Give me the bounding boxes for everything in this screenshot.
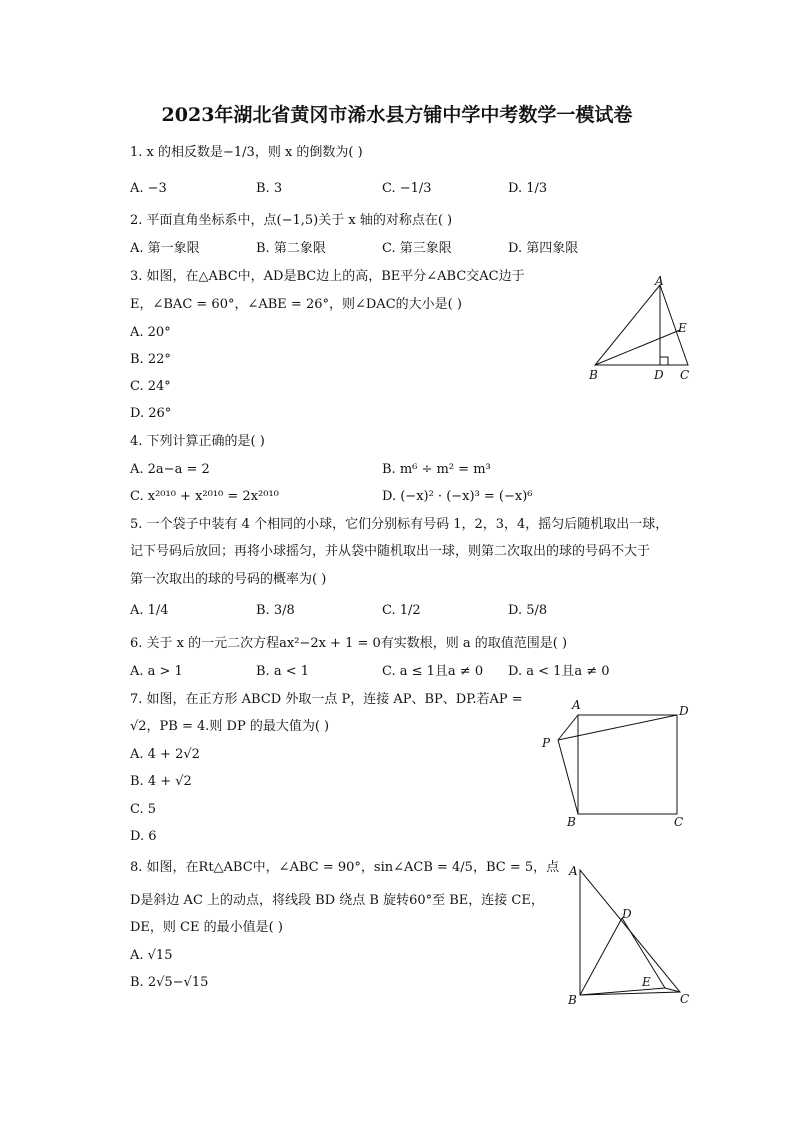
- q4-option-b[interactable]: B. m⁶ ÷ m² = m³: [382, 462, 491, 477]
- label-b: B: [589, 368, 598, 382]
- q7-stem-line1: 7. 如图，在正方形 ABCD 外取一点 P，连接 AP、BP、DP.若AP =: [130, 692, 523, 707]
- q7-option-a[interactable]: A. 4 + 2√2: [130, 747, 200, 762]
- label-e: E: [678, 321, 687, 335]
- q1-stem: 1. x 的相反数是−1/3，则 x 的倒数为( ): [130, 145, 363, 160]
- label-a: A: [655, 274, 664, 288]
- label-c: C: [680, 992, 690, 1006]
- q7-option-c[interactable]: C. 5: [130, 802, 157, 817]
- label-e: E: [642, 975, 651, 989]
- label-d: D: [679, 704, 689, 718]
- q5-option-b[interactable]: B. 3/8: [256, 603, 295, 618]
- q4-option-a[interactable]: A. 2a−a = 2: [130, 462, 210, 477]
- q4-stem: 4. 下列计算正确的是( ): [130, 434, 265, 449]
- q6-option-a[interactable]: A. a > 1: [130, 664, 183, 679]
- page-title: 2023年湖北省黄冈市浠水县方铺中学中考数学一模试卷: [161, 104, 633, 126]
- label-d: D: [622, 907, 632, 921]
- q1-option-c[interactable]: C. −1/3: [382, 181, 432, 196]
- segment-bd: [580, 918, 622, 995]
- q2-option-c[interactable]: C. 第三象限: [382, 241, 452, 256]
- q8-stem-line1: 8. 如图，在Rt△ABC中，∠ABC = 90°，sin∠ACB = 4/5，BC = 5，点: [130, 860, 560, 875]
- label-a: A: [572, 698, 581, 712]
- q3-option-c[interactable]: C. 24°: [130, 379, 171, 394]
- q2-option-b[interactable]: B. 第二象限: [256, 241, 326, 256]
- q4-option-c[interactable]: C. x²⁰¹⁰ + x²⁰¹⁰ = 2x²⁰¹⁰: [130, 489, 279, 504]
- q1-option-d[interactable]: D. 1/3: [508, 181, 548, 196]
- q3-stem-line2: E，∠BAC = 60°，∠ABE = 26°，则∠DAC的大小是( ): [130, 297, 462, 312]
- q8-stem-line3: DE，则 CE 的最小值是( ): [130, 920, 283, 935]
- q3-option-d[interactable]: D. 26°: [130, 406, 172, 421]
- q5-option-a[interactable]: A. 1/4: [130, 603, 169, 618]
- q2-option-a[interactable]: A. 第一象限: [130, 241, 200, 256]
- segment-dp: [558, 715, 677, 740]
- q6-option-c[interactable]: C. a ≤ 1且a ≠ 0: [382, 664, 484, 679]
- q5-stem-line3: 第一次取出的球的号码的概率为( ): [130, 572, 327, 587]
- square-abcd: [578, 715, 677, 814]
- q4-option-d[interactable]: D. (−x)² · (−x)³ = (−x)⁶: [382, 489, 533, 504]
- q3-triangle-figure: [585, 275, 700, 385]
- label-a: A: [569, 864, 578, 878]
- q6-option-d[interactable]: D. a < 1且a ≠ 0: [508, 664, 610, 679]
- q1-option-a[interactable]: A. −3: [130, 181, 167, 196]
- q7-square-figure: [538, 695, 698, 835]
- label-c: C: [674, 815, 684, 829]
- label-b: B: [568, 993, 577, 1007]
- q8-option-b[interactable]: B. 2√5−√15: [130, 975, 209, 990]
- right-angle-mark: [660, 357, 668, 365]
- label-c: C: [680, 368, 690, 382]
- q1-option-b[interactable]: B. 3: [256, 181, 283, 196]
- q8-option-a[interactable]: A. √15: [130, 948, 173, 963]
- q7-option-d[interactable]: D. 6: [130, 829, 157, 844]
- q7-option-b[interactable]: B. 4 + √2: [130, 774, 192, 789]
- triangle-abc: [580, 870, 680, 995]
- label-p: P: [542, 736, 551, 750]
- q3-stem-line1: 3. 如图，在△ABC中，AD是BC边上的高，BE平分∠ABC交AC边于: [130, 269, 525, 284]
- q5-stem-line1: 5. 一个袋子中装有 4 个相同的小球，它们分别标有号码 1，2，3，4，摇匀后随机取出一球，: [130, 517, 669, 532]
- label-d: D: [654, 368, 664, 382]
- segment-bp: [558, 740, 578, 814]
- q3-option-b[interactable]: B. 22°: [130, 352, 171, 367]
- q7-stem-line2: √2，PB = 4.则 DP 的最大值为( ): [130, 719, 330, 734]
- q5-option-d[interactable]: D. 5/8: [508, 603, 548, 618]
- q8-triangle-figure: [565, 860, 705, 1010]
- triangle-abc: [595, 285, 688, 365]
- q8-stem-line2: D是斜边 AC 上的动点，将线段 BD 绕点 B 旋转60°至 BE，连接 CE，: [130, 893, 544, 908]
- q2-stem: 2. 平面直角坐标系中，点(−1,5)关于 x 轴的对称点在( ): [130, 213, 453, 228]
- q5-option-c[interactable]: C. 1/2: [382, 603, 421, 618]
- label-b: B: [567, 815, 576, 829]
- q6-stem: 6. 关于 x 的一元二次方程ax²−2x + 1 = 0有实数根，则 a 的取值范围是( ): [130, 636, 568, 651]
- q6-option-b[interactable]: B. a < 1: [256, 664, 309, 679]
- q3-option-a[interactable]: A. 20°: [130, 325, 171, 340]
- q2-option-d[interactable]: D. 第四象限: [508, 241, 579, 256]
- q5-stem-line2: 记下号码后放回；再将小球摇匀，并从袋中随机取出一球，则第二次取出的球的号码不大于: [130, 544, 651, 559]
- bisector-be: [595, 330, 680, 365]
